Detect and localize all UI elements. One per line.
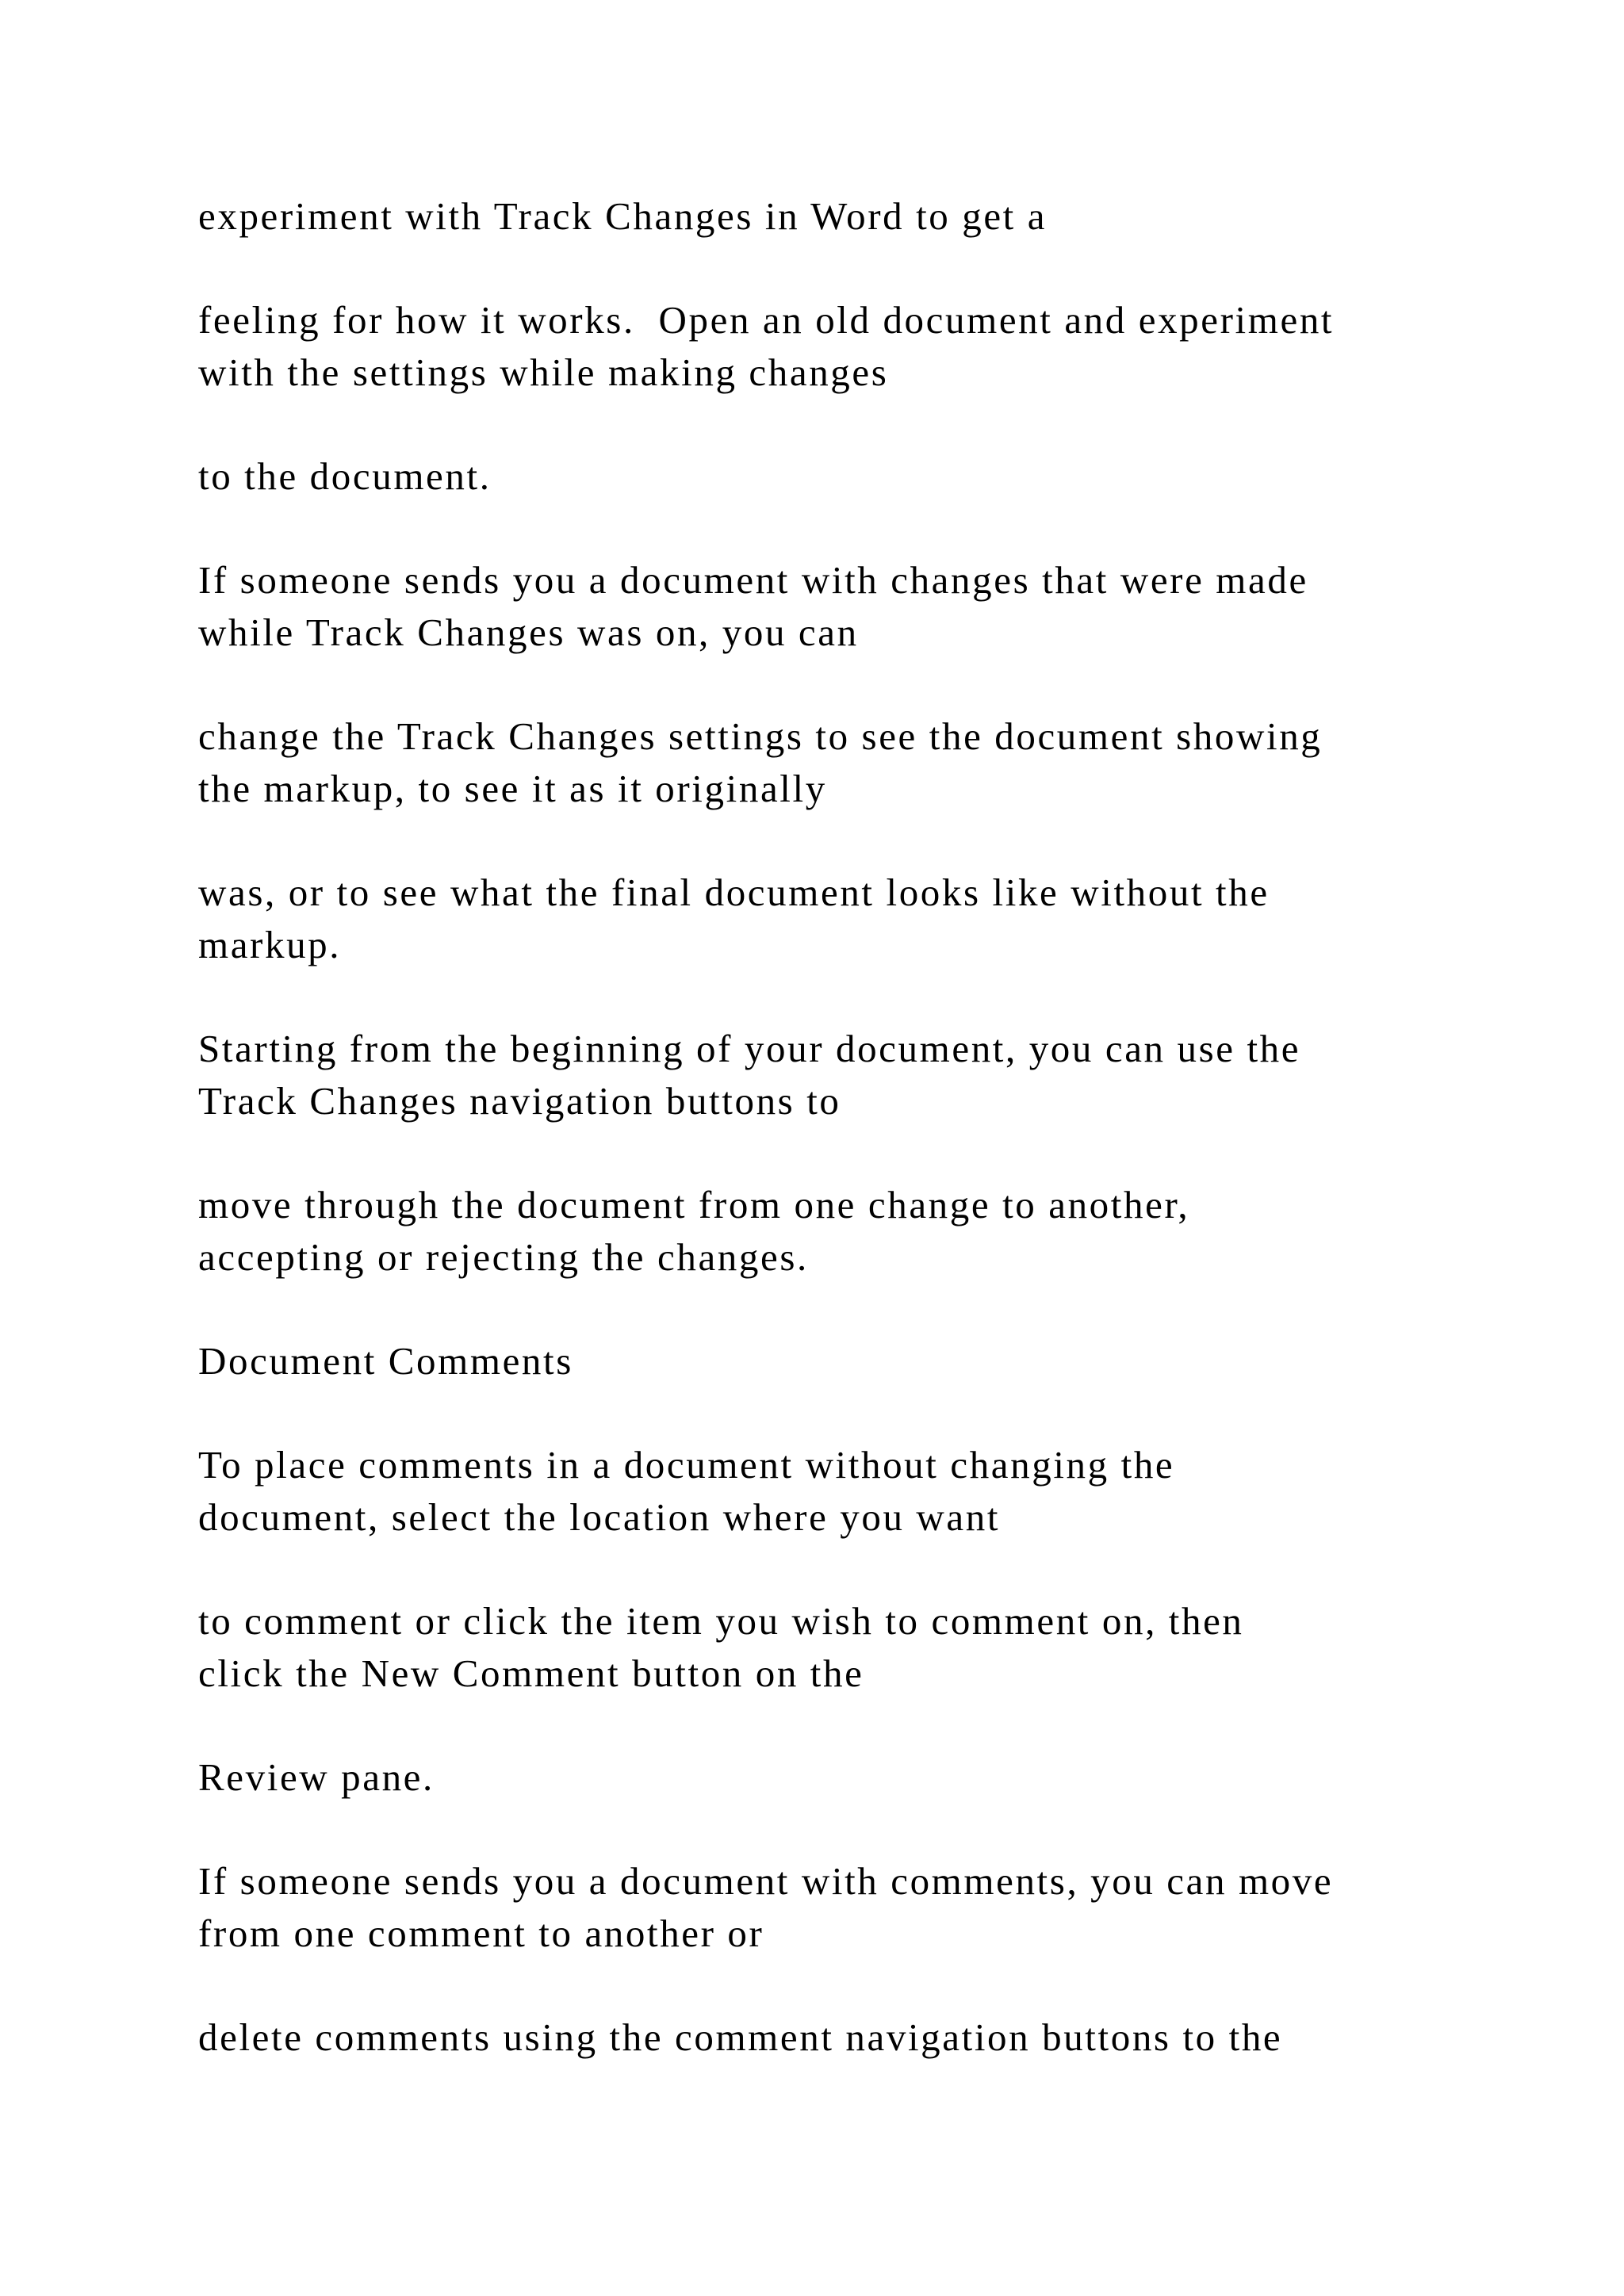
paragraph [198,450,1467,503]
document-body [198,190,1467,2115]
text-line: Review pane. [198,1755,435,1799]
paragraph [198,867,1467,971]
text-line: from one comment to another or [198,1911,764,1955]
paragraph [198,2011,1467,2064]
text-line: the markup, to see it as it originally [198,767,827,810]
text-line: Starting from the beginning of your document, you can use the [198,1027,1301,1070]
text-line: to the document. [198,454,492,498]
text-line: with the settings while making changes [198,350,889,394]
paragraph [198,710,1467,815]
text-line: markup. [198,923,342,966]
text-line: To place comments in a document without changing the [198,1443,1175,1487]
text-line: feeling for how it works. Open an old document and experiment [198,298,1335,342]
paragraph [198,190,1467,243]
text-line: If someone sends you a document with changes that were made [198,558,1308,602]
text-line: Document Comments [198,1339,573,1383]
text-line: delete comments using the comment navigation buttons to the [198,2015,1283,2059]
text-line: experiment with Track Changes in Word to get a [198,194,1048,238]
text-line: Track Changes navigation buttons to [198,1079,841,1123]
text-line: document, select the location where you want [198,1495,1001,1539]
text-line: while Track Changes was on, you can [198,610,859,654]
paragraph [198,1439,1467,1544]
text-line: If someone sends you a document with comments, you can move [198,1859,1334,1903]
paragraph [198,1855,1467,1960]
paragraph [198,1751,1467,1804]
text-line: was, or to see what the final document looks like without the [198,871,1270,914]
text-line: change the Track Changes settings to see the document showing [198,714,1323,758]
text-line: click the New Comment button on the [198,1651,864,1695]
section-heading [198,1335,1467,1387]
text-line: accepting or rejecting the changes. [198,1235,809,1279]
text-line: to comment or click the item you wish to comment on, then [198,1599,1244,1643]
paragraph [198,1179,1467,1284]
paragraph [198,1023,1467,1127]
paragraph [198,1595,1467,1700]
paragraph [198,294,1467,399]
paragraph [198,554,1467,659]
text-line: move through the document from one change to another, [198,1183,1190,1226]
